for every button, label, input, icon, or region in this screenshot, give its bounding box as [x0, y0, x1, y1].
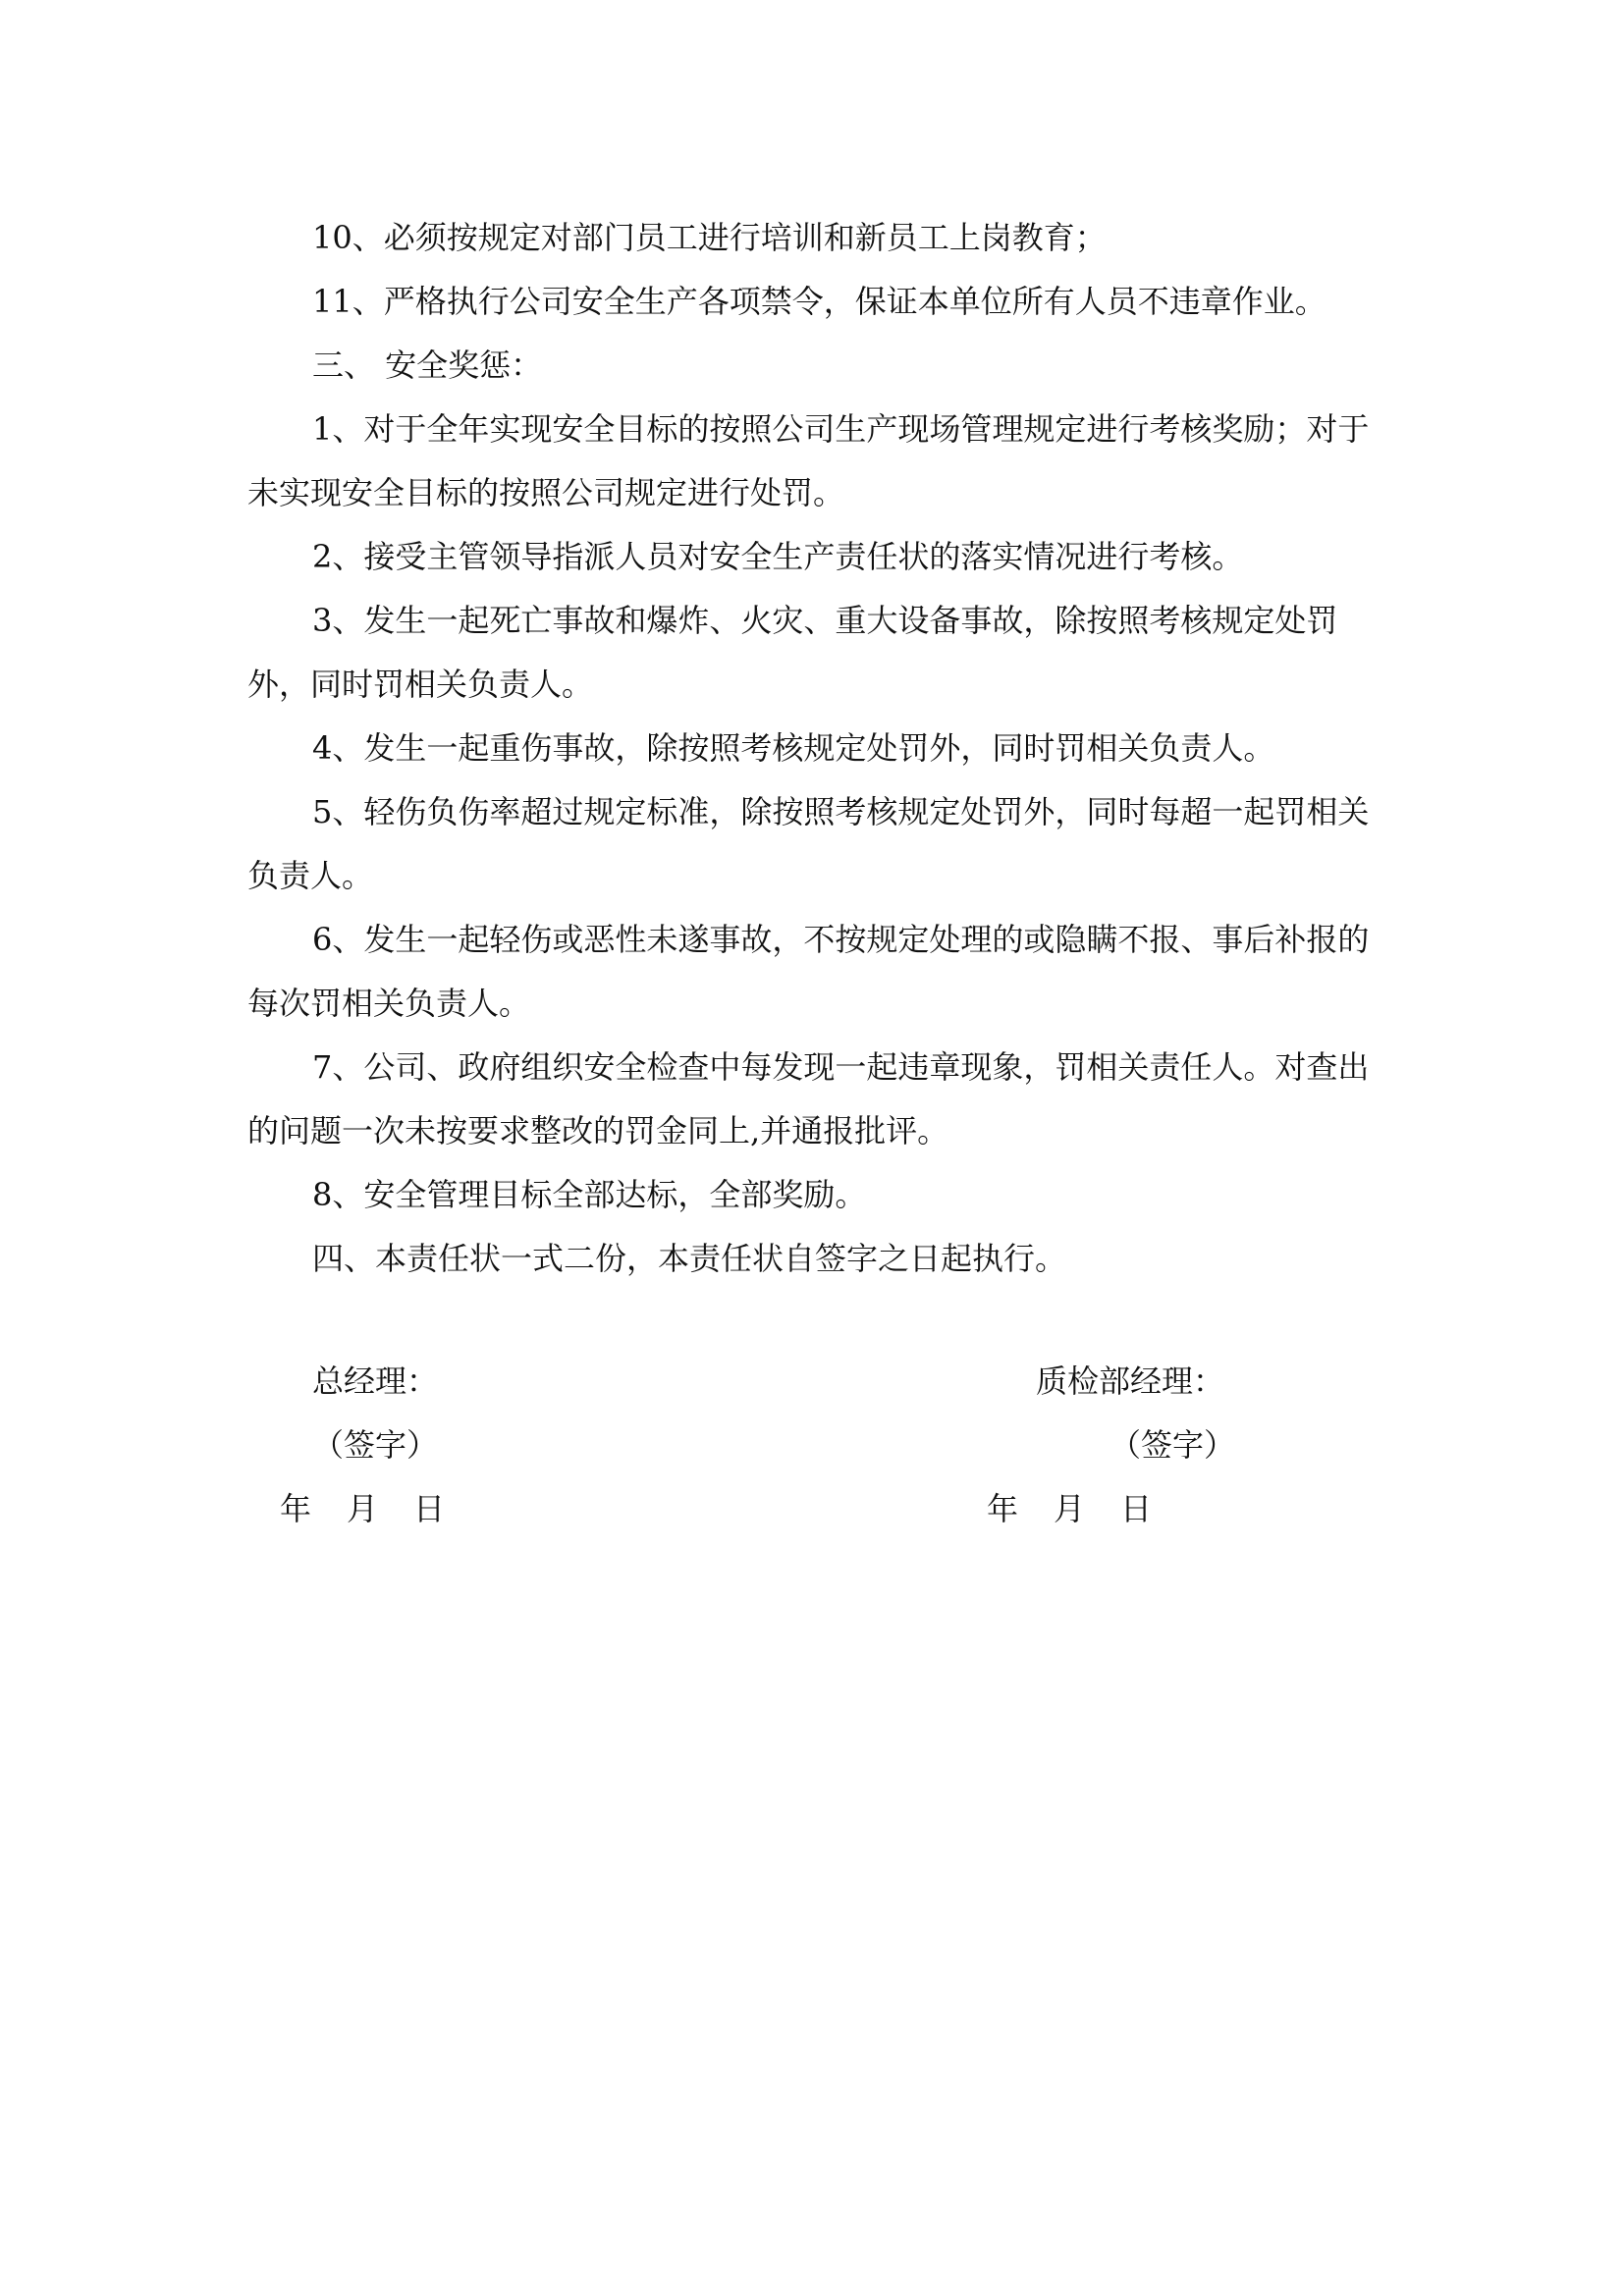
date-year-label: 年	[987, 1490, 1019, 1527]
signature-block-general-manager	[280, 1350, 446, 1541]
paragraph-reward-1: 1、对于全年实现安全目标的按照公司生产现场管理规定进行考核奖励；对于未实现安全目标的按照公司规定进行处罚。	[247, 410, 1370, 511]
paragraph-section-four: 四、本责任状一式二份，本责任状自签字之日起执行。	[312, 1240, 1067, 1277]
date-year-label: 年	[280, 1490, 312, 1527]
signature-title: 总经理：	[312, 1362, 439, 1400]
paragraph-reward-7: 7、公司、政府组织安全检查中每发现一起违章现象，罚相关责任人。对查出的问题一次未按要求整改的罚金同上,并通报批评。	[247, 1048, 1370, 1149]
paragraph-reward-3: 3、发生一起死亡事故和爆炸、火灾、重大设备事故，除按照考核规定处罚外，同时罚相关负责人。	[247, 602, 1338, 703]
signature-date	[987, 1477, 1235, 1541]
paragraph-reward-5: 5、轻伤负伤率超过规定标准，除按照考核规定处罚外，同时每超一起罚相关负责人。	[247, 793, 1370, 894]
date-day-label: 日	[1120, 1490, 1153, 1527]
paragraph-item-10: 10、必须按规定对部门员工进行培训和新员工上岗教育；	[312, 219, 1107, 256]
paragraph-reward-8: 8、安全管理目标全部达标，全部奖励。	[312, 1176, 867, 1213]
date-month-label: 月	[347, 1490, 379, 1527]
signature-placeholder: （签字）	[1110, 1426, 1236, 1464]
paragraph-reward-4: 4、发生一起重伤事故，除按照考核规定处罚外，同时罚相关负责人。	[312, 729, 1275, 767]
signature-date	[280, 1477, 445, 1541]
paragraph-reward-6: 6、发生一起轻伤或恶性未遂事故，不按规定处理的或隐瞒不报、事后补报的每次罚相关负责人。	[247, 921, 1370, 1022]
section-heading-rewards: 三、 安全奖惩：	[312, 347, 543, 384]
signature-title: 质检部经理：	[1036, 1362, 1225, 1400]
signature-block-qc-manager	[987, 1350, 1236, 1541]
signature-placeholder: （签字）	[312, 1426, 439, 1464]
paragraph-reward-2: 2、接受主管领导指派人员对安全生产责任状的落实情况进行考核。	[312, 538, 1244, 575]
paragraph-item-11: 11、严格执行公司安全生产各项禁令，保证本单位所有人员不违章作业。	[312, 283, 1326, 320]
date-month-label: 月	[1054, 1490, 1086, 1527]
document-body	[247, 206, 1386, 1291]
date-day-label: 日	[413, 1490, 446, 1527]
